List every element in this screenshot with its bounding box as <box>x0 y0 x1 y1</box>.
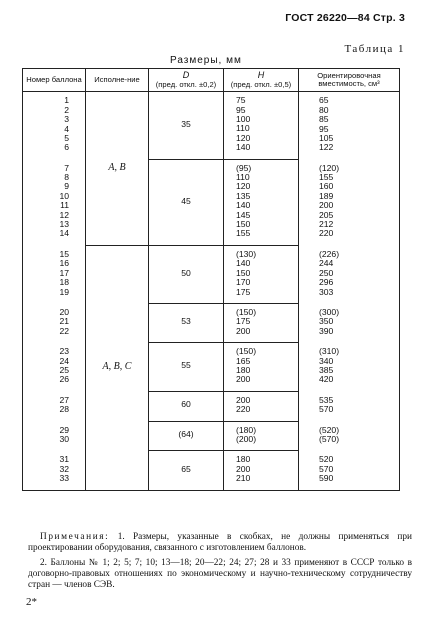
col-d-header: D (пред. откл. ±0,2) <box>149 69 224 92</box>
cell-volume: 520 570 590 <box>299 451 400 490</box>
cell-numbers: 1 2 3 4 5 6 <box>23 92 86 159</box>
table-group-row <box>23 451 400 490</box>
cell-d: (64) <box>149 421 224 451</box>
cell-h: (150) 175 200 <box>224 303 299 342</box>
table-group-row <box>23 421 400 451</box>
page-header: ГОСТ 26220—84 Стр. 3 <box>285 12 405 24</box>
table-group-row <box>23 303 400 342</box>
table-group-row <box>23 92 400 159</box>
cell-h: (150) 165 180 200 <box>224 343 299 392</box>
note-2: 2. Баллоны № 1; 2; 5; 7; 10; 13—18; 20—22; 24; 27; 28 и 33 применяют в СССР только в договорно-правовых отношениях по экономическому и научно-техническому сотрудничеству стран — членов СЭВ. <box>28 558 412 590</box>
note-1: Примечания: 1. Размеры, указанные в скобках, не должны применяться при проектировании оборудования, связанного с изготовлением баллонов. <box>28 532 412 553</box>
cell-volume: (226) 244 250 296 303 <box>299 245 400 303</box>
dimensions-table <box>22 68 400 491</box>
cell-volume: (300) 350 390 <box>299 303 400 342</box>
cell-h: 180 200 210 <box>224 451 299 490</box>
cell-h: (180) (200) <box>224 421 299 451</box>
cell-numbers: 7 8 9 10 11 12 13 14 <box>23 159 86 245</box>
cell-version: А, В <box>86 92 149 246</box>
cell-d: 65 <box>149 451 224 490</box>
cell-numbers: 20 21 22 <box>23 303 86 342</box>
cell-d: 53 <box>149 303 224 342</box>
cell-numbers: 27 28 <box>23 391 86 421</box>
cell-d: 55 <box>149 343 224 392</box>
cell-h: 200 220 <box>224 391 299 421</box>
table-group-row <box>23 245 400 303</box>
table-group-row <box>23 343 400 392</box>
table-subtitle: Размеры, мм <box>170 55 242 66</box>
cell-volume: (520) (570) <box>299 421 400 451</box>
table-header-row <box>23 69 400 92</box>
col-version-header: Исполне-ние <box>86 69 149 92</box>
cell-volume: (310) 340 385 420 <box>299 343 400 392</box>
col-number-header: Номер баллона <box>23 69 86 92</box>
table-group-row <box>23 159 400 245</box>
page-mark: 2* <box>26 596 37 608</box>
cell-d: 35 <box>149 92 224 159</box>
col-volume-header: Ориентировочная вместимость, см³ <box>299 69 400 92</box>
cell-h: (95) 110 120 135 140 145 150 155 <box>224 159 299 245</box>
cell-d: 45 <box>149 159 224 245</box>
table-group-row <box>23 391 400 421</box>
cell-numbers: 31 32 33 <box>23 451 86 490</box>
cell-version: А, В, С <box>86 245 149 490</box>
cell-volume: (120) 155 160 189 200 205 212 220 <box>299 159 400 245</box>
cell-numbers: 29 30 <box>23 421 86 451</box>
col-h-header: H (пред. откл. ±0,5) <box>224 69 299 92</box>
cell-volume: 535 570 <box>299 391 400 421</box>
table-number: Таблица 1 <box>344 43 405 55</box>
cell-volume: 65 80 85 95 105 122 <box>299 92 400 159</box>
cell-h: 75 95 100 110 120 140 <box>224 92 299 159</box>
notes-block <box>28 532 412 595</box>
cell-h: (130) 140 150 170 175 <box>224 245 299 303</box>
cell-d: 60 <box>149 391 224 421</box>
cell-d: 50 <box>149 245 224 303</box>
cell-numbers: 23 24 25 26 <box>23 343 86 392</box>
cell-numbers: 15 16 17 18 19 <box>23 245 86 303</box>
